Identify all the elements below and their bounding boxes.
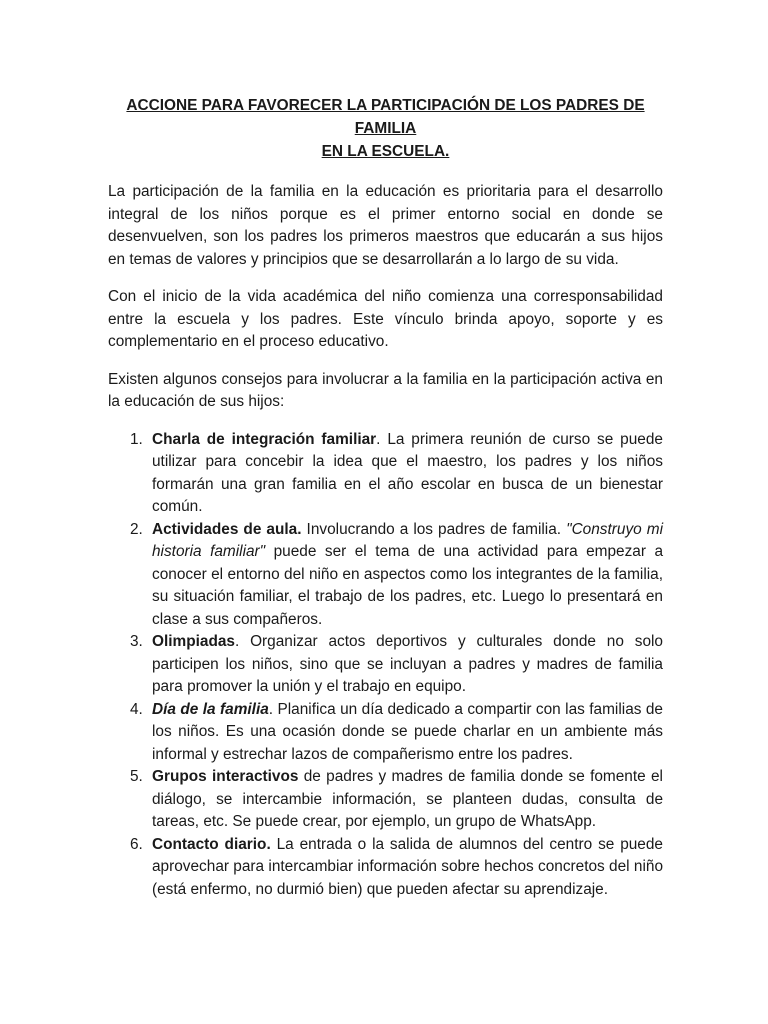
list-item-number: 3. xyxy=(130,633,143,650)
list-item-lead: Grupos interactivos xyxy=(152,768,299,785)
list-item-lead: Olimpiadas xyxy=(152,633,235,650)
list-item-text-continued: puede ser el tema de una actividad para empezar a conocer el entorno del niño en aspectos como los integrantes de la familia, su situación familiar, el trabajo de los padres, etc. Luego lo presentará en clase a sus compañeros. xyxy=(152,543,664,628)
list-item-text: La entrada o la salida de alumnos del centro se puede aprovechar para intercambiar información sobre hechos concretos del niño (está enfermo, no durmió bien) que pueden afectar su aprendizaje. xyxy=(152,835,663,898)
list-item-text: Involucrando a los padres de familia. xyxy=(301,520,567,538)
title-line-2: EN LA ESCUELA. xyxy=(321,143,450,160)
list-item-lead: Charla de integración familiar xyxy=(152,430,377,448)
list-item-text: . La primera reunión de curso se puede utilizar para concebir la idea que el maestro, los padres y los niños formarán una gran familia en el año escolar en busca de un bienestar común. xyxy=(152,430,663,515)
list-item xyxy=(108,631,663,699)
list-item-lead: Contacto diario. xyxy=(152,835,271,853)
paragraph-corresponsabilidad: Con el inicio de la vida académica del niño comienza una corresponsabilidad entre la escuela y los padres. Este vínculo brinda apoyo, soporte y es complementario en el proceso educativo. xyxy=(108,288,663,350)
paragraph-consejos: Existen algunos consejos para involucrar a la familia en la participación activa en la educación de sus hijos: xyxy=(108,370,663,410)
paragraph-intro: La participación de la familia en la educación es prioritaria para el desarrollo integral de los niños porque es el primer entorno social en donde se desenvuelven, son los padres los primeros maestros que educarán a sus hijos en temas de valores y principios que se desarrollarán a lo largo de su vida. xyxy=(108,183,663,268)
list-item-number: 2. xyxy=(130,520,143,538)
list-item-quote: "Construyo mi historia familiar" xyxy=(152,520,663,560)
list-item xyxy=(108,519,663,632)
list-item-lead: Día de la familia xyxy=(152,700,269,718)
list-item xyxy=(108,699,663,767)
tips-list xyxy=(108,429,663,902)
list-item-text: . Organizar actos deportivos y culturales donde no solo participen los niños, sino que se incluyan a padres y madres de familia para promover la unión y el trabajo en equipo. xyxy=(152,633,663,695)
page-title xyxy=(108,94,663,163)
list-item-text: . Planifica un día dedicado a compartir con las familias de los niños. Es una ocasión donde se puede charlar en un ambiente más informal y estrechar lazos de compañerismo entre los padres. xyxy=(152,700,663,763)
list-item xyxy=(108,429,663,519)
list-item xyxy=(108,766,663,834)
list-item-number: 6. xyxy=(130,835,143,853)
title-line-1: ACCIONE PARA FAVORECER LA PARTICIPACIÓN DE LOS PADRES DE FAMILIA xyxy=(126,97,645,137)
list-item-number: 5. xyxy=(130,768,143,785)
list-item-lead: Actividades de aula. xyxy=(152,520,302,538)
list-item-number: 4. xyxy=(130,700,143,718)
list-item xyxy=(108,834,663,902)
list-item-text: de padres y madres de familia donde se fomente el diálogo, se intercambie información, se planteen dudas, consulta de tareas, etc. Se puede crear, por ejemplo, un grupo de WhatsApp. xyxy=(152,768,663,830)
list-item-number: 1. xyxy=(130,430,143,448)
